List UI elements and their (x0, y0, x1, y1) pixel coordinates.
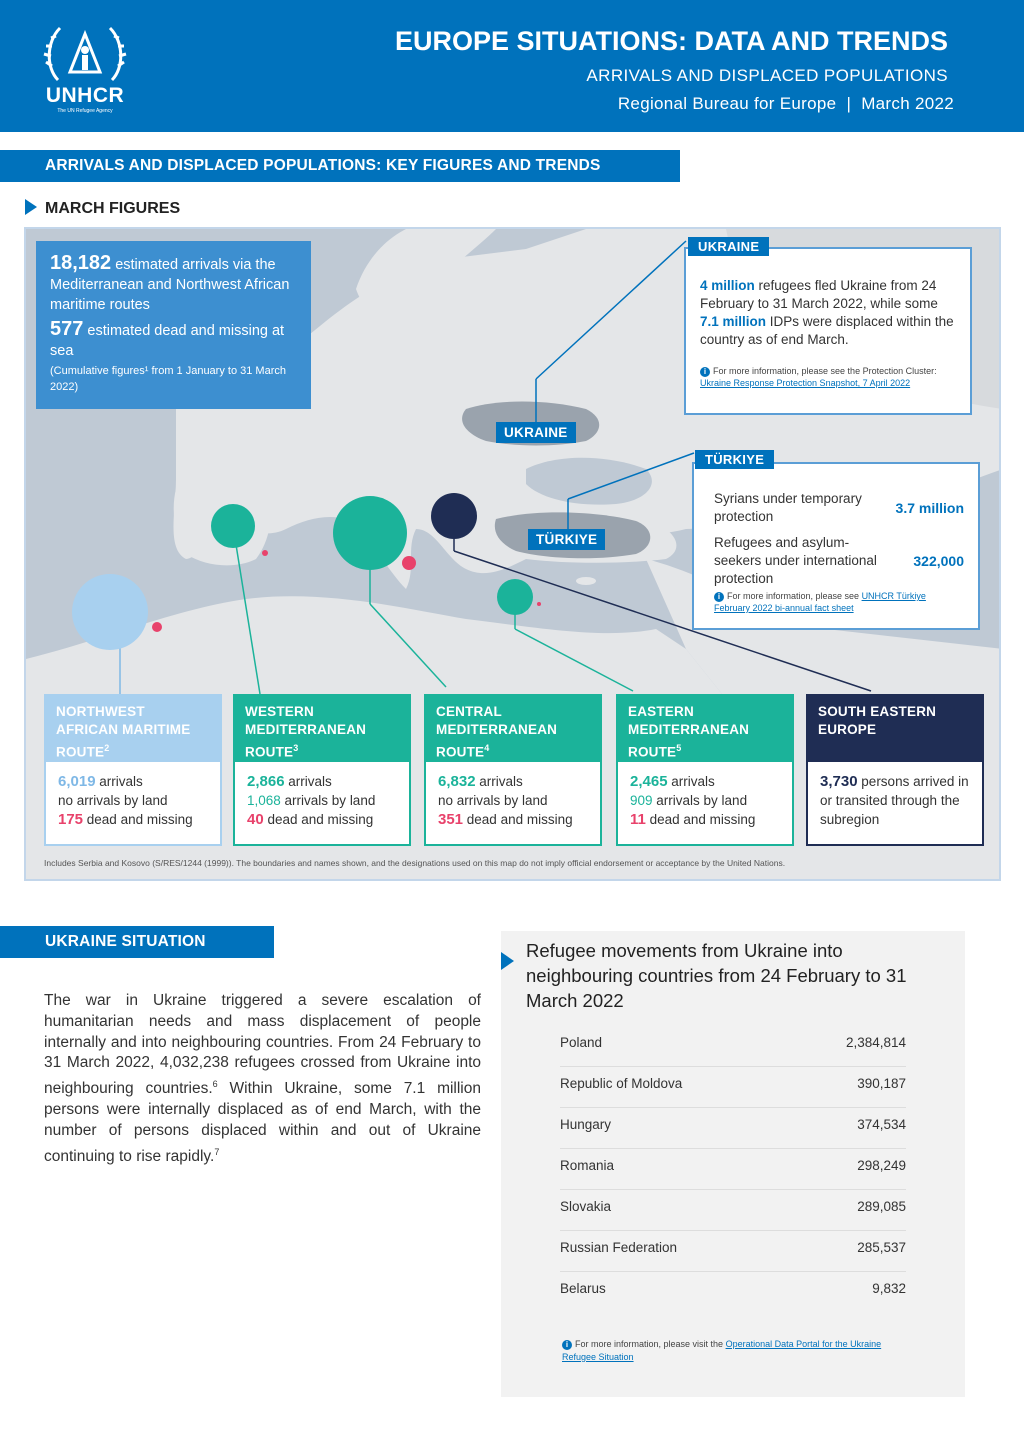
route-arrivals: 2,866 (247, 773, 285, 790)
march-figures-heading (25, 199, 180, 218)
triangle-icon (25, 199, 37, 215)
country-name: Belarus (560, 1281, 606, 1296)
route-header (424, 694, 602, 762)
turkiye-note: For more information, please see (727, 591, 862, 601)
route-box-eastern-med (616, 694, 794, 846)
route-header (44, 694, 222, 762)
table-row (560, 1149, 906, 1190)
ukraine-situation-text (44, 991, 481, 1168)
ukraine-callout-tag: UKRAINE (688, 237, 769, 256)
laurel-people-icon (40, 20, 130, 84)
table-row (560, 1067, 906, 1108)
route-footnote: 3 (293, 743, 299, 753)
route-arrivals: 3,730 (820, 773, 858, 790)
turkiye-factsheet-link[interactable]: UNHCR Türkiye February 2022 bi-annual fact sheet (714, 591, 926, 613)
country-value: 289,085 (857, 1199, 906, 1214)
route-header (233, 694, 411, 762)
route-box-western-med (233, 694, 411, 846)
turkiye-row1-label: Syrians under temporary protection (714, 491, 862, 524)
march-figures-label: MARCH FIGURES (45, 200, 181, 217)
route-arrivals-label: arrivals (95, 774, 143, 789)
route-dead: 11 (630, 811, 646, 828)
route-title: NORTHWEST AFRICAN MARITIME ROUTE (56, 704, 191, 760)
table-row (560, 1272, 906, 1313)
map-disclaimer: Includes Serbia and Kosovo (S/RES/1244 (1999)). The boundaries and names shown, and the designations used on this map do not imply official endorsement or acceptance by the United Nations. (44, 858, 786, 868)
info-icon: i (562, 1340, 572, 1350)
western-med-dead-dot (262, 550, 268, 556)
arrivals-text: estimated arrivals via the Mediterranean and Northwest African maritime routes (50, 257, 290, 313)
map-label-ukraine: UKRAINE (496, 422, 576, 443)
country-table (560, 1026, 906, 1313)
route-title: SOUTH EASTERN EUROPE (818, 704, 937, 737)
panel-note-text: For more information, please visit the (575, 1339, 726, 1349)
south-eastern-europe-bubble (431, 493, 477, 539)
route-body (806, 762, 984, 846)
dead-text: estimated dead and missing at sea (50, 323, 285, 359)
page-subtitle-2: Regional Bureau for Europe | March 2022 (617, 94, 954, 113)
route-arrivals-label: arrivals (284, 774, 332, 789)
turkiye-row2-label: Refugees and asylum-seekers under international protection (714, 535, 877, 586)
route-dead-label: dead and missing (645, 812, 756, 827)
country-name: Hungary (560, 1117, 612, 1132)
panel-note (562, 1338, 882, 1364)
route-box-central-med (424, 694, 602, 846)
country-value: 9,832 (872, 1281, 906, 1296)
logo-tagline: The UN Refugee Agency (57, 108, 113, 114)
table-row (560, 1026, 906, 1067)
route-title: WESTERN MEDITERRANEAN ROUTE (245, 704, 367, 760)
situation-text-1: The war in Ukraine triggered a severe escalation of humanitarian needs and mass displacement of people internally and into neighbouring countries. From 24 February to 31 March 2022, 4,032,238 refugees crossed from Ukraine into neighbouring countries. (44, 992, 481, 1098)
route-box-northwest-africa (44, 694, 222, 846)
route-arrivals-label: arrivals (667, 774, 715, 789)
route-box-south-eastern-europe (806, 694, 984, 846)
route-title: EASTERN MEDITERRANEAN ROUTE (628, 704, 750, 760)
country-value: 390,187 (857, 1076, 906, 1091)
route-footnote: 5 (676, 743, 682, 753)
arrivals-number: 18,182 (50, 252, 112, 274)
country-value: 374,534 (857, 1117, 906, 1132)
ukraine-refugees-num: 4 million (700, 278, 755, 293)
route-dead-label: dead and missing (463, 812, 573, 827)
page-title: EUROPE SITUATIONS: DATA AND TRENDS (395, 26, 948, 56)
route-arrivals-label: arrivals (475, 774, 523, 789)
route-dead-label: dead and missing (83, 812, 193, 827)
route-dead: 40 (247, 811, 264, 828)
ukraine-callout (684, 247, 972, 415)
country-name: Republic of Moldova (560, 1076, 683, 1091)
route-land-num: 1,068 (247, 793, 281, 808)
route-title: CENTRAL MEDITERRANEAN ROUTE (436, 704, 558, 760)
ukraine-text-2: IDPs were displaced within the country as of end March. (700, 314, 954, 347)
route-land: arrivals by land (280, 793, 376, 808)
table-row (560, 1108, 906, 1149)
central-med-dead-dot (402, 556, 416, 570)
route-land: no arrivals by land (58, 793, 168, 808)
eastern-med-bubble (497, 579, 533, 615)
footnote-6: 6 (212, 1079, 218, 1090)
turkiye-callout (692, 462, 980, 630)
route-arrivals: 6,832 (438, 773, 476, 790)
cumulative-note: (Cumulative figures¹ from 1 January to 31 March 2022) (50, 365, 286, 393)
ukraine-note: For more information, please see the Protection Cluster: (713, 366, 937, 376)
triangle-icon (501, 952, 514, 970)
route-body (424, 762, 602, 846)
route-arrivals-label: persons arrived in or transited through the subregion (820, 774, 969, 827)
section-title-ukraine-situation: UKRAINE SITUATION (0, 926, 274, 958)
route-land-num: 909 (630, 793, 653, 808)
route-header (806, 694, 984, 762)
route-land: arrivals by land (652, 793, 748, 808)
logo-word: UNHCR (45, 84, 125, 107)
country-name: Romania (560, 1158, 615, 1173)
turkiye-row1-value: 3.7 million (895, 500, 964, 516)
route-footnote: 2 (104, 743, 110, 753)
route-body (44, 762, 222, 846)
unhcr-logo (40, 20, 130, 115)
section-title-key-figures: ARRIVALS AND DISPLACED POPULATIONS: KEY FIGURES AND TRENDS (0, 150, 680, 182)
operational-data-portal-link[interactable]: Operational Data Portal for the Ukraine Refugee Situation (562, 1339, 882, 1362)
route-land: no arrivals by land (438, 793, 548, 808)
turkiye-callout-tag: TÜRKIYE (695, 450, 774, 469)
route-footnote: 4 (484, 743, 490, 753)
ukraine-text-1: refugees fled Ukraine from 24 February to 31 March 2022, while some (700, 278, 938, 311)
footnote-7: 7 (214, 1146, 220, 1157)
country-value: 298,249 (857, 1158, 906, 1173)
route-body (233, 762, 411, 846)
route-arrivals: 2,465 (630, 773, 668, 790)
eastern-med-dead-dot (537, 602, 541, 606)
nw-africa-dead-dot (152, 622, 162, 632)
nw-africa-bubble (72, 574, 148, 650)
country-value: 285,537 (857, 1240, 906, 1255)
map-label-turkiye: TÜRKIYE (528, 529, 605, 550)
page-subtitle: ARRIVALS AND DISPLACED POPULATIONS (586, 66, 948, 85)
route-dead-label: dead and missing (263, 812, 374, 827)
situation-text-2: Within Ukraine, some 7.1 million persons were internally displaced as of end March, with the number of persons displaced within and out of Ukraine continuing to rise rapidly. (44, 1080, 481, 1165)
info-icon: i (714, 592, 724, 602)
info-icon: i (700, 367, 710, 377)
country-name: Slovakia (560, 1199, 612, 1214)
country-name: Poland (560, 1035, 603, 1050)
table-row (560, 1190, 906, 1231)
dead-number: 577 (50, 318, 84, 340)
ukraine-idp-num: 7.1 million (700, 314, 767, 329)
western-med-bubble (211, 504, 255, 548)
route-arrivals: 6,019 (58, 773, 96, 790)
table-row (560, 1231, 906, 1272)
route-dead: 351 (438, 811, 464, 828)
country-value: 2,384,814 (845, 1035, 906, 1050)
route-header (616, 694, 794, 762)
turkiye-row2-value: 322,000 (913, 553, 964, 569)
country-name: Russian Federation (560, 1240, 678, 1255)
route-dead: 175 (58, 811, 84, 828)
central-med-bubble (333, 496, 407, 570)
route-body (616, 762, 794, 846)
ukraine-protection-link[interactable]: Ukraine Response Protection Snapshot, 7 April 2022 (700, 378, 911, 388)
refugee-movements-title: Refugee movements from Ukraine into neighbouring countries from 24 February to 31 March 2022 (526, 940, 907, 1011)
key-figures-box (36, 241, 311, 409)
